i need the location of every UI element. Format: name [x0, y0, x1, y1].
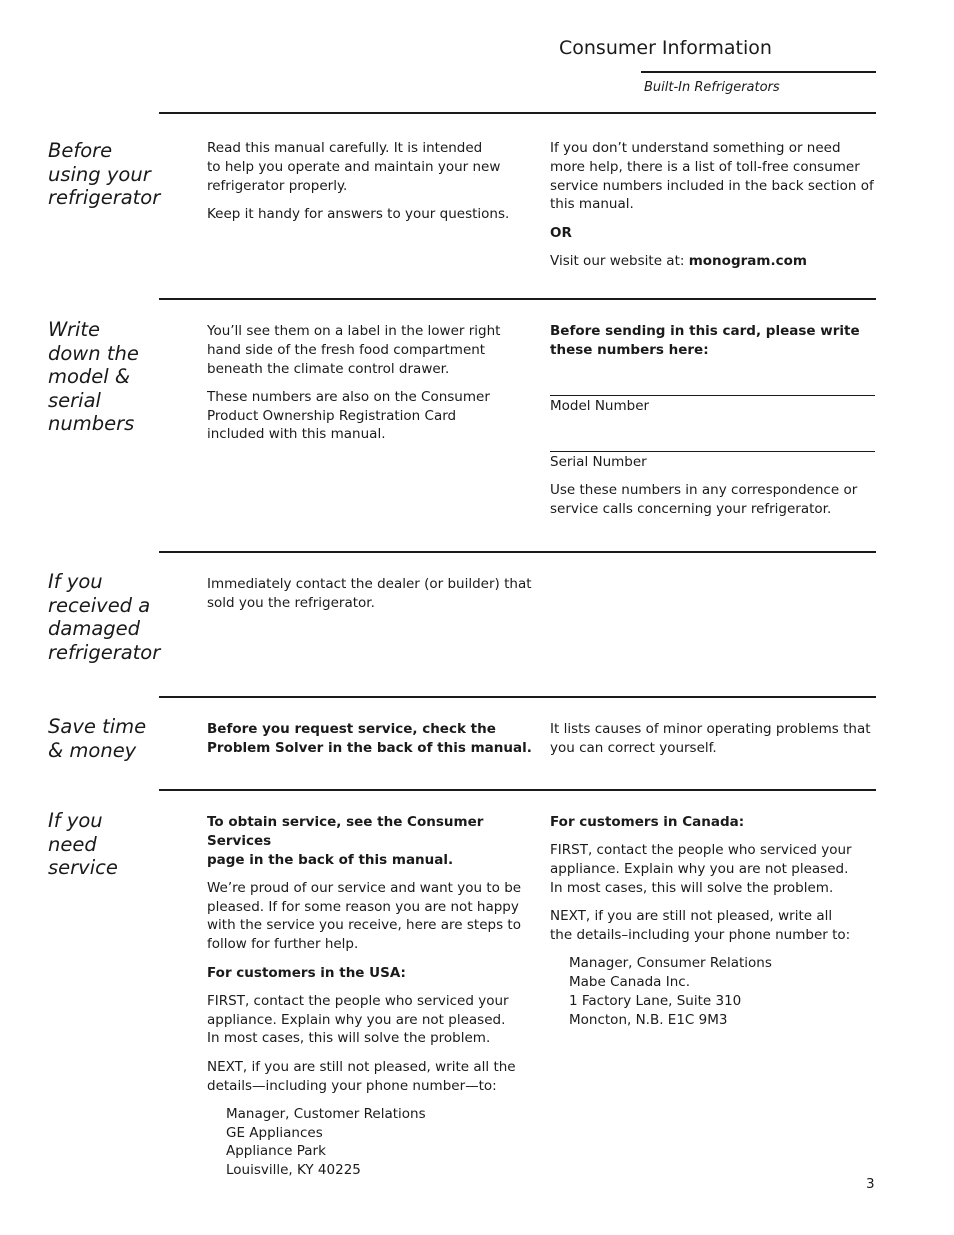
- or-label: OR: [550, 224, 572, 241]
- section-divider: [159, 696, 876, 698]
- section-title-write-down: Write down the model & serial numbers: [48, 318, 139, 435]
- section-title-save-time: Save time & money: [48, 715, 147, 762]
- serial-number-line[interactable]: [550, 451, 875, 452]
- damaged-col1: [207, 575, 532, 622]
- paragraph: Immediately contact the dealer (or builder) that sold you the refrigerator.: [207, 576, 532, 611]
- before-using-col2: [550, 139, 875, 280]
- paragraph: NEXT, if you are still not pleased, write all the details—including your phone number—to:: [207, 1058, 516, 1094]
- usa-heading: For customers in the USA:: [207, 964, 406, 981]
- paragraph: It lists causes of minor operating problems that you can correct yourself.: [550, 721, 871, 756]
- section-title-damaged: If you received a damaged refrigerator: [48, 570, 161, 664]
- section-title-service: If you need service: [48, 809, 118, 879]
- paragraph: These numbers are also on the Consumer Product Ownership Registration Card included with this manual.: [207, 388, 490, 443]
- paragraph: NEXT, if you are still not pleased, write all the details–including your phone number to:: [550, 908, 851, 943]
- paragraph: Use these numbers in any correspondence or service calls concerning your refrigerator.: [550, 482, 858, 517]
- section-divider: [159, 298, 876, 300]
- service-col1: [207, 813, 532, 1180]
- website-paragraph: [550, 252, 875, 271]
- paragraph: FIRST, contact the people who serviced your appliance. Explain why you are not pleased. In most cases, this will solve the problem.: [207, 992, 509, 1047]
- save-time-col2: [550, 720, 875, 767]
- save-time-col1: [207, 720, 532, 767]
- write-down-col2: [550, 322, 875, 369]
- before-using-col1: [207, 139, 532, 233]
- address-line: Appliance Park: [226, 1143, 326, 1160]
- paragraph: Read this manual carefully. It is intended to help you operate and maintain your new refrigerator properly.: [207, 140, 501, 194]
- address-line: GE Appliances: [226, 1124, 323, 1141]
- page-number: 3: [866, 1176, 875, 1192]
- paragraph: Before sending in this card, please write these numbers here:: [550, 323, 860, 358]
- service-col2: [550, 813, 875, 1029]
- address-line: Louisville, KY 40225: [226, 1162, 361, 1179]
- paragraph: If you don’t understand something or need more help, there is a list of toll-free consumer service numbers included in the back section of this manual.: [550, 140, 874, 213]
- section-divider: [159, 112, 876, 114]
- paragraph: You’ll see them on a label in the lower right hand side of the fresh food compartment beneath the climate control drawer.: [207, 323, 501, 377]
- website-prefix: Visit our website at:: [550, 252, 689, 269]
- website-link[interactable]: monogram.com: [688, 252, 807, 269]
- canada-address: [550, 954, 875, 1029]
- page-header-subtitle: Built-In Refrigerators: [644, 80, 780, 95]
- section-title-before-using: Before using your refrigerator: [48, 139, 161, 209]
- write-down-col1: [207, 322, 532, 454]
- model-number-line[interactable]: [550, 395, 875, 396]
- header-divider: [641, 71, 876, 73]
- section-divider: [159, 789, 876, 791]
- canada-heading: For customers in Canada:: [550, 814, 745, 830]
- page-header-title: Consumer Information: [559, 37, 772, 59]
- model-number-label: Model Number: [550, 398, 650, 414]
- section-divider: [159, 551, 876, 553]
- paragraph: To obtain service, see the Consumer Services page in the back of this manual.: [207, 814, 484, 868]
- paragraph: FIRST, contact the people who serviced your appliance. Explain why you are not pleased. In most cases, this will solve the problem.: [550, 842, 852, 896]
- address-line: Moncton, N.B. E1C 9M3: [569, 1011, 728, 1028]
- address-line: Manager, Consumer Relations: [569, 955, 772, 972]
- serial-number-label: Serial Number: [550, 454, 647, 470]
- paragraph: We’re proud of our service and want you to be pleased. If for some reason you are not happy with the service you receive, here are steps to follow for further help.: [207, 879, 522, 953]
- usa-address: [207, 1105, 532, 1180]
- paragraph: Before you request service, check the Problem Solver in the back of this manual.: [207, 721, 532, 756]
- address-line: Mabe Canada Inc.: [569, 974, 690, 991]
- write-down-note: [550, 481, 875, 528]
- address-line: 1 Factory Lane, Suite 310: [569, 992, 742, 1009]
- address-line: Manager, Customer Relations: [226, 1105, 426, 1122]
- paragraph: Keep it handy for answers to your questions.: [207, 205, 510, 222]
